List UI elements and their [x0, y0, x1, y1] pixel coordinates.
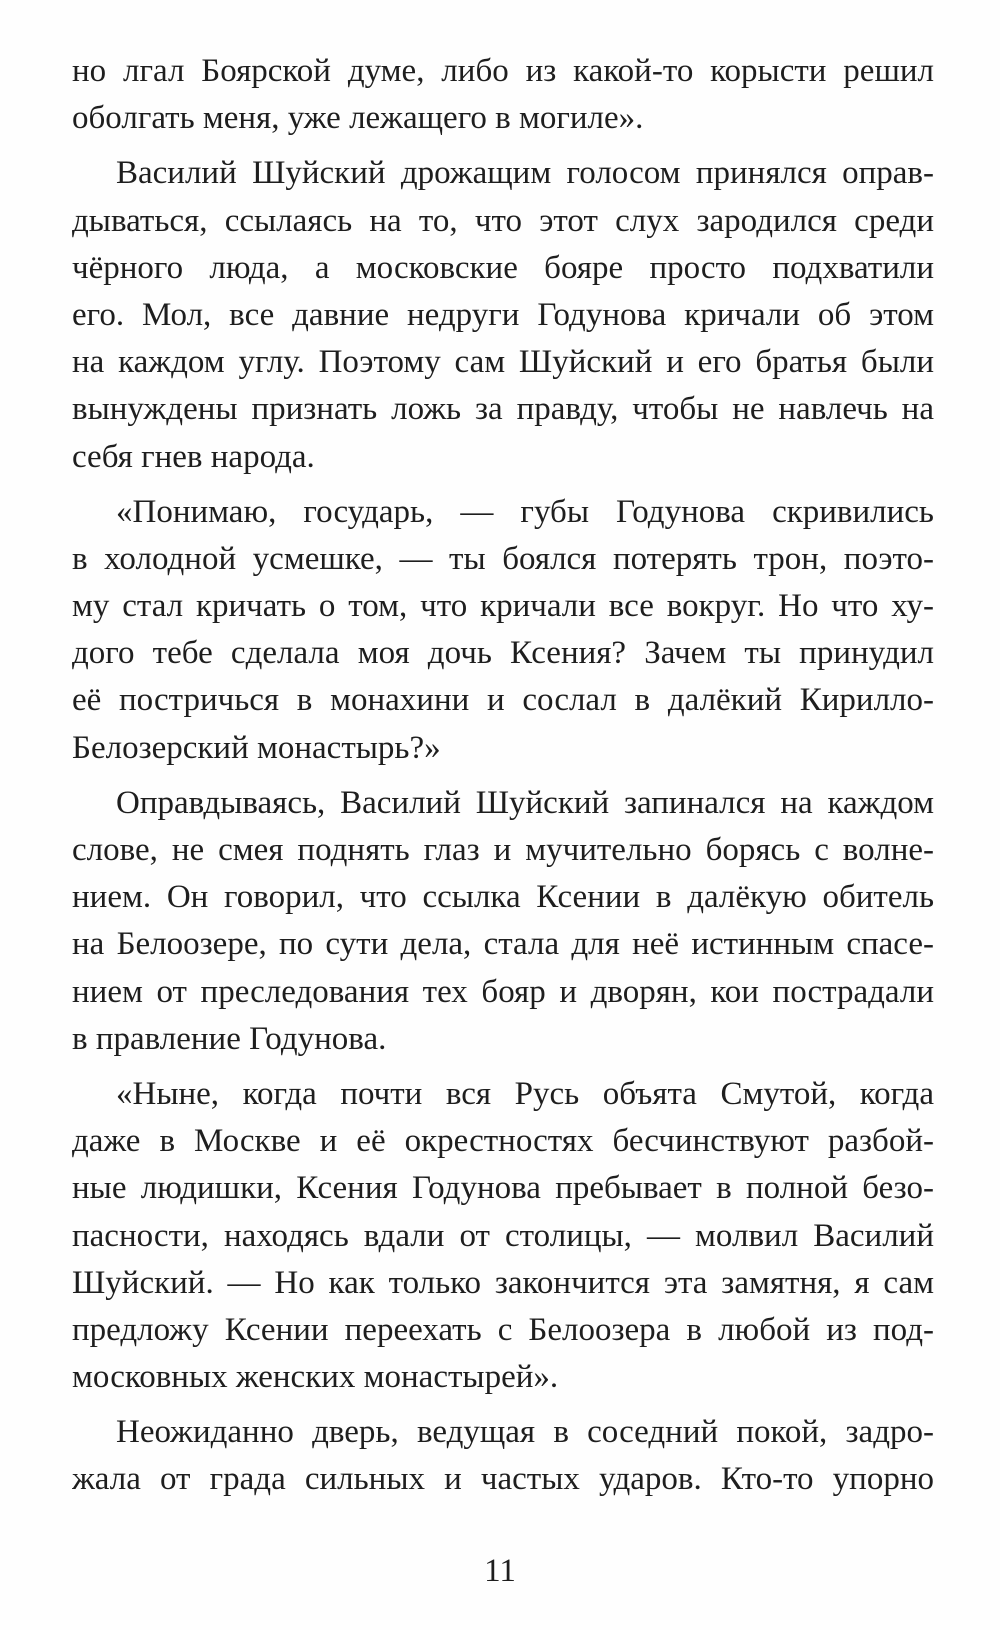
text-line: в правление Годунова. — [72, 1020, 387, 1057]
text-line: Василий Шуйский дрожащим голосом принялся оправ- — [116, 155, 934, 192]
text-line: Шуйский. — Но как только закончится эта замятня, я сам — [72, 1264, 934, 1301]
text-line: жала от града сильных и частых ударов. Кто-то упорно — [72, 1461, 934, 1498]
text-line: предложу Ксении переехать с Белоозера в любой из под- — [72, 1311, 934, 1348]
text-line: её постричься в монахини и сослал в далёкий Кирилло- — [72, 682, 934, 719]
text-line: «Ныне, когда почти вся Русь объята Смутой, когда — [116, 1075, 934, 1112]
text-line: му стал кричать о том, что кричали все вокруг. Но что ху- — [72, 588, 934, 625]
text-line: слове, не смея поднять глаз и мучительно борясь с волне- — [72, 832, 934, 868]
text-line: его. Мол, все давние недруги Годунова кричали об этом — [72, 296, 934, 333]
text-line: Оправдываясь, Василий Шуйский запинался на каждом — [116, 784, 934, 821]
text-line: Белозерский монастырь?» — [72, 729, 441, 766]
text-line: московных женских монастырей». — [72, 1359, 559, 1396]
text-line: в холодной усмешке, — ты боялся потерять трон, поэто- — [72, 540, 934, 577]
text-line: дываться, ссылаясь на то, что этот слух зародился среди — [72, 202, 934, 239]
text-line: вынуждены признать ложь за правду, чтобы не навлечь на — [72, 391, 934, 428]
text-line: чёрного люда, а московские бояре просто подхватили — [72, 249, 934, 286]
text-line: на каждом углу. Поэтому сам Шуйский и его братья были — [72, 344, 934, 381]
body-text — [72, 48, 934, 1504]
text-line: на Белоозере, по сути дела, стала для неё истинным спасе- — [72, 926, 934, 963]
text-line: даже в Москве и её окрестностях бесчинствуют разбой- — [72, 1123, 934, 1160]
text-line: ные людишки, Ксения Годунова пребывает в полной безо- — [72, 1170, 934, 1207]
text-line: но лгал Боярской думе, либо из какой-то корысти решил — [72, 53, 934, 89]
text-line: «Понимаю, государь, — губы Годунова скривились — [116, 493, 934, 530]
text-line: Неожиданно дверь, ведущая в соседний покой, задро- — [116, 1414, 934, 1451]
text-line: себя гнев народа. — [72, 438, 315, 475]
text-line: оболгать меня, уже лежащего в могиле». — [72, 100, 644, 137]
text-line: нием от преследования тех бояр и дворян, кои пострадали — [72, 973, 934, 1010]
text-line: дого тебе сделала моя дочь Ксения? Зачем ты принудил — [72, 635, 934, 672]
text-line: нием. Он говорил, что ссылка Ксении в далёкую обитель — [72, 879, 934, 916]
text-line: пасности, находясь вдали от столицы, — молвил Василий — [72, 1217, 934, 1254]
page-number: 11 — [484, 1553, 516, 1589]
